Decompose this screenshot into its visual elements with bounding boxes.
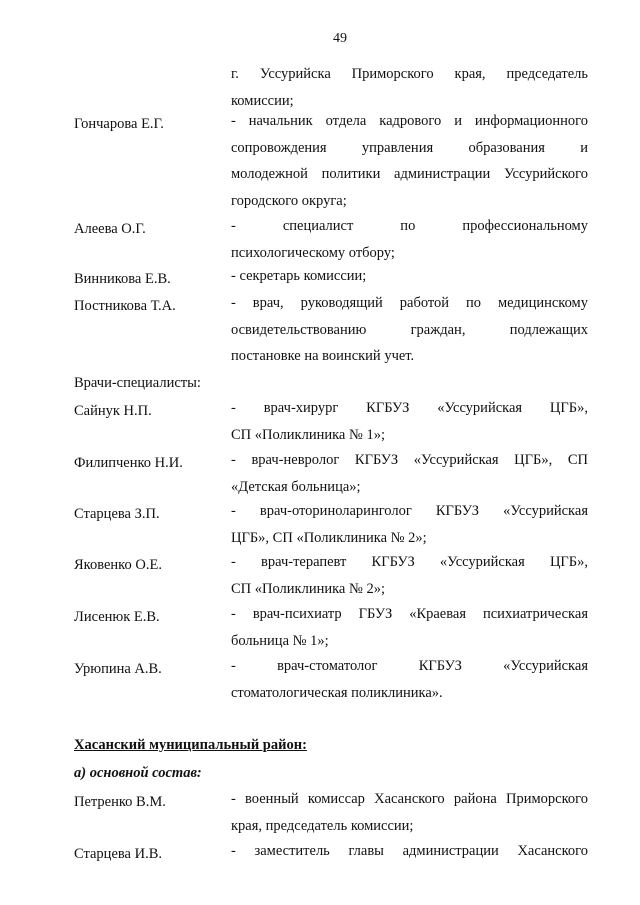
role-line: - врач-хирург КГБУЗ «Уссурийская ЦГБ», (231, 400, 588, 416)
section-heading: Хасанский муниципальный район: (74, 737, 307, 753)
member-role (231, 447, 588, 500)
member-role (231, 549, 588, 602)
role-line: - заместитель главы администрации Хасанского (231, 843, 588, 859)
role-line: сопровождения управления образования и (231, 139, 588, 156)
member-name: Постникова Т.А. (74, 298, 176, 314)
continuation-line: г. Уссурийска Приморского края, председатель (231, 66, 588, 82)
member-name: Сайнук Н.П. (74, 403, 152, 419)
role-line: городского округа; (231, 192, 347, 209)
role-line: края, председатель комиссии; (231, 817, 414, 834)
member-name: Старцева И.В. (74, 846, 162, 862)
member-name: Урюпина А.В. (74, 661, 162, 677)
role-line: - врач, руководящий работой по медицинскому (231, 295, 588, 311)
role-line: больница № 1»; (231, 632, 329, 649)
member-role (231, 786, 588, 839)
continuation-text (231, 61, 588, 114)
role-line: - врач-оториноларинголог КГБУЗ «Уссурийская (231, 503, 588, 519)
member-name: Алеева О.Г. (74, 221, 146, 237)
member-name: Филипченко Н.И. (74, 455, 183, 471)
member-role (231, 290, 588, 370)
section-subheading: а) основной состав: (74, 765, 202, 781)
role-line: СП «Поликлиника № 1»; (231, 426, 385, 443)
role-line: стоматологическая поликлиника». (231, 684, 443, 701)
role-line: освидетельствованию граждан, подлежащих (231, 321, 588, 338)
role-line: - специалист по профессиональному (231, 218, 588, 234)
specialists-label: Врачи-специалисты: (74, 375, 201, 391)
role-line: - врач-терапевт КГБУЗ «Уссурийская ЦГБ», (231, 554, 588, 570)
member-role (231, 108, 588, 214)
member-role (231, 601, 588, 654)
member-name: Старцева З.П. (74, 506, 160, 522)
continuation-line: комиссии; (231, 92, 294, 109)
role-line: молодежной политики администрации Уссурийского (231, 166, 588, 182)
member-role (231, 395, 588, 448)
member-role (231, 838, 588, 865)
role-line: - военный комиссар Хасанского района Приморского (231, 791, 588, 807)
role-line: СП «Поликлиника № 2»; (231, 580, 385, 597)
member-name: Лисенюк Е.В. (74, 609, 160, 625)
role-line: - врач-стоматолог КГБУЗ «Уссурийская (231, 658, 588, 674)
role-line: психологическому отбору; (231, 244, 395, 261)
member-role (231, 498, 588, 551)
role-line: - врач-невролог КГБУЗ «Уссурийская ЦГБ», СП (231, 452, 588, 468)
role-line: постановке на воинский учет. (231, 348, 415, 364)
member-name: Яковенко О.Е. (74, 557, 162, 573)
member-role (231, 653, 588, 706)
member-role (231, 263, 588, 290)
role-line: «Детская больница»; (231, 478, 361, 495)
role-line: - секретарь комиссии; (231, 268, 367, 284)
role-line: - начальник отдела кадрового и информационного (231, 113, 588, 129)
member-name: Гончарова Е.Г. (74, 116, 164, 132)
role-line: - врач-психиатр ГБУЗ «Краевая психиатрическая (231, 606, 588, 622)
role-line: ЦГБ», СП «Поликлиника № 2»; (231, 529, 427, 546)
member-name: Петренко В.М. (74, 794, 166, 810)
member-name: Винникова Е.В. (74, 271, 171, 287)
member-role (231, 213, 588, 266)
page-number: 49 (333, 31, 347, 46)
